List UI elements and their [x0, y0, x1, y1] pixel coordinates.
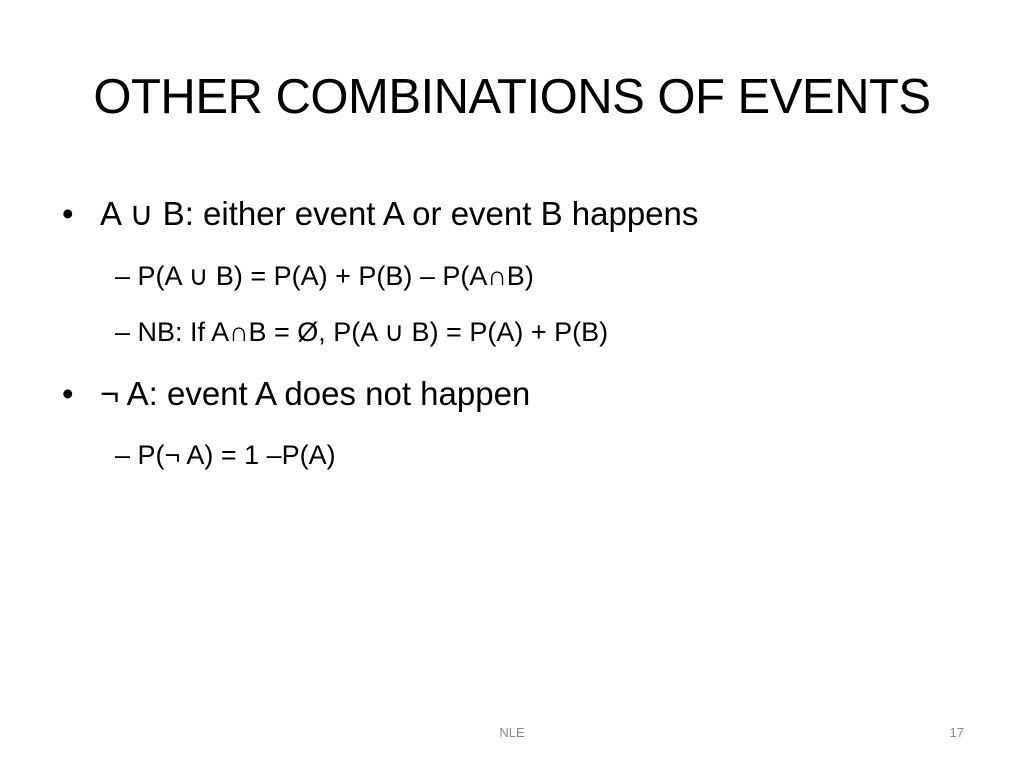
bullet-marker: •	[62, 375, 74, 412]
dash-marker: –	[115, 440, 131, 470]
bullet-text: A ∪ B: either event A or event B happens	[100, 195, 699, 232]
dash-marker: –	[115, 317, 131, 347]
subitem-text: NB: If A∩B = Ø, P(A ∪ B) = P(A) + P(B)	[137, 317, 609, 347]
subitem-union-formula	[115, 257, 534, 295]
subitem-negation-formula	[115, 436, 336, 474]
bullet-item-negation	[62, 372, 530, 416]
bullet-item-union	[62, 192, 698, 236]
bullet-marker: •	[62, 195, 74, 232]
subitem-text: P(¬ A) = 1 –P(A)	[137, 440, 336, 470]
subitem-union-disjoint	[115, 313, 608, 351]
subitem-text: P(A ∪ B) = P(A) + P(B) – P(A∩B)	[137, 261, 534, 291]
footer-label: NLE	[499, 725, 525, 740]
page-number: 17	[949, 725, 964, 740]
dash-marker: –	[115, 261, 131, 291]
slide-title: OTHER COMBINATIONS OF EVENTS	[93, 70, 931, 124]
bullet-text: ¬ A: event A does not happen	[100, 375, 531, 412]
